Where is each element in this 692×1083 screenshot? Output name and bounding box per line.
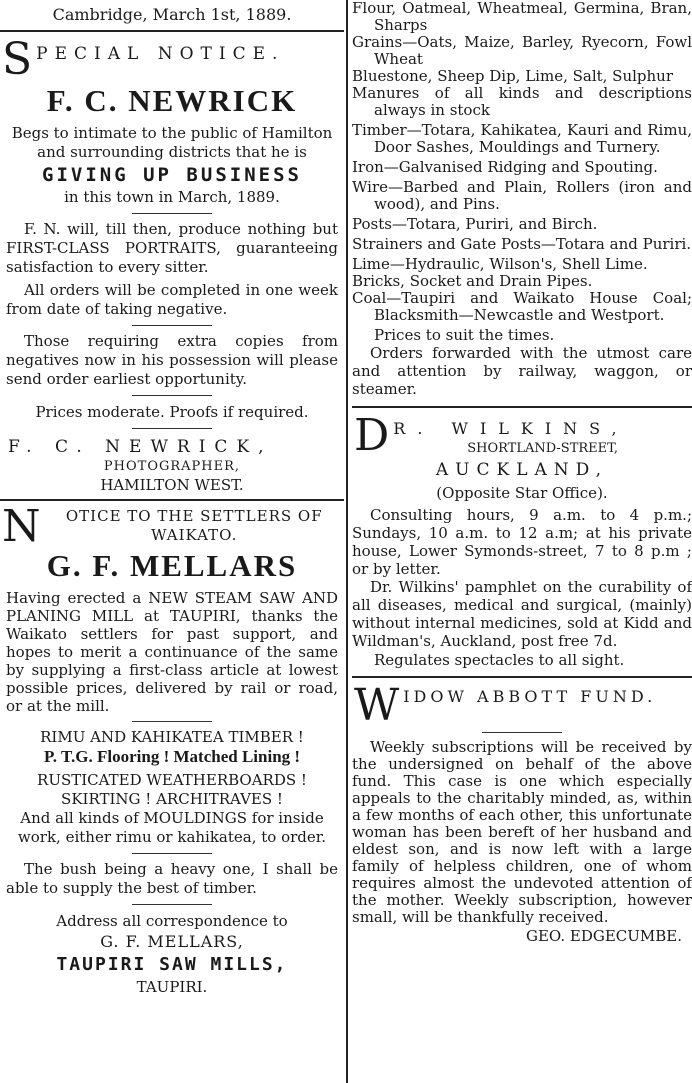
goods-item: Timber—Totara, Kahikatea, Kauri and Rimu, Door Sashes, Mouldings and Turnery. — [352, 121, 692, 156]
address-line: Address all correspondence to — [56, 912, 288, 930]
widow-abbott-heading: IDOW ABBOTT FUND. — [403, 687, 657, 706]
consulting-hours: Consulting hours, 9 a.m. to 4 p.m.; Sundays, 10 a.m. to 12 a.m; at his private house, Lower Symonds-street, 7 to 8 p.m ; or by letter. — [352, 506, 692, 578]
giving-up-business: GIVING UP BUSINESS — [42, 164, 302, 186]
wilkins-advertisement — [352, 414, 692, 670]
hamilton-west: HAMILTON WEST. — [100, 476, 244, 494]
divider — [352, 406, 692, 408]
copies-paragraph: Those requiring extra copies from negatives now in his possession will please send order earliest opportunity. — [6, 332, 338, 388]
divider — [352, 676, 692, 678]
goods-item: Posts—Totara, Puriri, and Birch. — [352, 215, 598, 233]
goods-item: Bluestone, Sheep Dip, Lime, Salt, Sulphur — [352, 67, 674, 85]
left-column — [0, 0, 344, 997]
newrick-advertisement — [0, 38, 344, 495]
flooring-line: P. T.G. Flooring ! Matched Lining ! — [43, 747, 301, 766]
goods-item: Strainers and Gate Posts—Totara and Puriri. — [352, 235, 692, 253]
special-notice-heading: PECIAL NOTICE. — [36, 44, 285, 64]
photographer-title: PHOTOGRAPHER, — [103, 459, 241, 474]
column-divider — [346, 0, 348, 1083]
intro-text: Begs to intimate to the public of Hamilton and surrounding districts that he is — [11, 124, 333, 161]
short-rule — [132, 721, 212, 722]
orders-paragraph: All orders will be completed in one week from date of taking negative. — [6, 281, 338, 318]
abbott-fund-advertisement — [352, 684, 692, 946]
goods-item: Bricks, Socket and Drain Pipes. — [352, 272, 593, 290]
mouldings-line: And all kinds of MOULDINGS for inside work, either rimu or kahikatea, to order. — [17, 809, 327, 846]
advertiser-name: G. F. MELLARS — [46, 548, 298, 583]
wilkins-heading: R. WILKINS, — [393, 419, 629, 438]
divider — [0, 499, 344, 501]
opposite-star: (Opposite Star Office). — [436, 484, 608, 502]
dropcap-d: D — [354, 414, 390, 458]
mellars-advertisement — [0, 505, 344, 997]
dropcap-w: W — [354, 684, 400, 726]
dropcap-s: S — [2, 38, 33, 80]
goods-item: Iron—Galvanised Ridging and Spouting. — [352, 158, 658, 176]
newrick-signature: F. C. NEWRICK, — [8, 437, 273, 457]
town-date: in this town in March, 1889. — [64, 188, 280, 206]
right-column — [352, 0, 692, 946]
short-rule — [132, 428, 212, 429]
short-rule — [132, 853, 212, 854]
short-rule — [132, 904, 212, 905]
short-rule — [482, 732, 562, 733]
mellars-signature: G. F. MELLARS, — [100, 932, 244, 951]
divider — [0, 30, 344, 32]
notice-heading: OTICE TO THE SETTLERS OF WAIKATO. — [65, 507, 323, 544]
goods-list — [352, 0, 692, 324]
edgecumbe-signature: GEO. EDGECUMBE. — [525, 927, 682, 945]
short-rule — [132, 395, 212, 396]
goods-item: Wire—Barbed and Plain, Rollers (iron and wood), and Pins. — [352, 178, 692, 213]
taupiri-place: TAUPIRI. — [136, 978, 208, 996]
timber-line: RIMU AND KAHIKATEA TIMBER ! — [40, 728, 304, 746]
mill-paragraph: Having erected a NEW STEAM SAW AND PLANING MILL at TAUPIRI, thanks the Waikato settlers for past support, and hopes to merit a continuance of the same by supplying a first-class article at lowest possible prices, delivered by rail or road, or at the mill. — [6, 589, 338, 715]
auckland: AUCKLAND, — [435, 460, 609, 480]
spectacles-line: Regulates spectacles to all sight. — [374, 651, 625, 669]
taupiri-saw-mills: TAUPIRI SAW MILLS, — [56, 954, 288, 975]
dropcap-n: N — [2, 505, 41, 547]
bush-paragraph: The bush being a heavy one, I shall be able to supply the best of timber. — [6, 860, 338, 897]
orders-forwarded: Orders forwarded with the utmost care and attention by railway, waggon, or steamer. — [352, 344, 692, 398]
goods-item: Grains—Oats, Maize, Barley, Ryecorn, Fowl Wheat — [352, 33, 692, 68]
subscription-paragraph: Weekly subscriptions will be received by the undersigned on behalf of the above fund. This case is one which especially appeals to the charitably minded, as, within a few months of each other, this unfortunate woman has been bereft of her husband and eldest son, and is now left with a large family of helpless children, one of whom requires almost the undevoted attention of the mother. Weekly subscription, however small, will be thankfully received. — [352, 738, 692, 926]
prices-suit: Prices to suit the times. — [374, 326, 555, 344]
short-rule — [132, 325, 212, 326]
advertiser-name: F. C. NEWRICK — [46, 83, 298, 118]
pamphlet-paragraph: Dr. Wilkins' pamphlet on the curability of all diseases, medical and surgical, (mainly) without internal medicines, sold at Kidd and Wildman's, Auckland, post free 7d. — [352, 578, 692, 650]
goods-item: Coal—Taupiri and Waikato House Coal; Blacksmith—Newcastle and Westport. — [352, 289, 692, 324]
goods-item: Lime—Hydraulic, Wilson's, Shell Lime. — [352, 255, 648, 273]
weatherboards-line: RUSTICATED WEATHERBOARDS ! SKIRTING ! ARCHITRAVES ! — [37, 771, 307, 808]
shortland-street: SHORTLAND-STREET, — [467, 441, 619, 456]
prices-line: Prices moderate. Proofs if required. — [35, 403, 309, 421]
goods-item: Flour, Oatmeal, Wheatmeal, Germina, Bran, Sharps — [352, 0, 692, 34]
portraits-paragraph: F. N. will, till then, produce nothing but FIRST-CLASS PORTRAITS, guaranteeing satisfaction to every sitter. — [6, 220, 338, 276]
short-rule — [132, 213, 212, 214]
dateline: Cambridge, March 1st, 1889. — [52, 5, 292, 24]
goods-item: Manures of all kinds and descriptions always in stock — [352, 84, 692, 119]
